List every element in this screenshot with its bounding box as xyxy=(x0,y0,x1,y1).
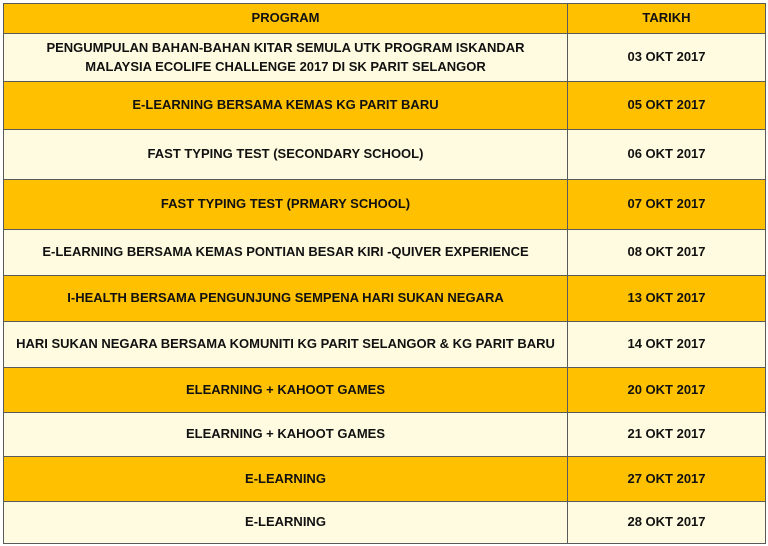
program-text-line2: MALAYSIA ECOLIFE CHALLENGE 2017 DI SK PARIT SELANGOR xyxy=(85,58,486,74)
date-cell: 06 OKT 2017 xyxy=(568,130,766,180)
table-row xyxy=(4,502,766,544)
program-cell: I-HEALTH BERSAMA PENGUNJUNG SEMPENA HARI SUKAN NEGARA xyxy=(4,276,568,322)
table-row xyxy=(4,276,766,322)
table-row xyxy=(4,413,766,457)
program-cell: ELEARNING + KAHOOT GAMES xyxy=(4,413,568,457)
date-cell: 21 OKT 2017 xyxy=(568,413,766,457)
date-cell: 14 OKT 2017 xyxy=(568,322,766,368)
program-cell: ELEARNING + KAHOOT GAMES xyxy=(4,368,568,413)
table-row xyxy=(4,322,766,368)
program-cell: HARI SUKAN NEGARA BERSAMA KOMUNITI KG PARIT SELANGOR & KG PARIT BARU xyxy=(4,322,568,368)
date-cell: 20 OKT 2017 xyxy=(568,368,766,413)
date-cell: 08 OKT 2017 xyxy=(568,230,766,276)
table-row xyxy=(4,130,766,180)
program-cell: E-LEARNING BERSAMA KEMAS PONTIAN BESAR KIRI -QUIVER EXPERIENCE xyxy=(4,230,568,276)
table-row xyxy=(4,34,766,82)
program-cell: E-LEARNING xyxy=(4,457,568,502)
program-cell: FAST TYPING TEST (PRMARY SCHOOL) xyxy=(4,180,568,230)
date-cell: 05 OKT 2017 xyxy=(568,82,766,130)
program-cell: E-LEARNING xyxy=(4,502,568,544)
header-program: PROGRAM xyxy=(4,4,568,34)
date-cell: 07 OKT 2017 xyxy=(568,180,766,230)
program-cell: E-LEARNING BERSAMA KEMAS KG PARIT BARU xyxy=(4,82,568,130)
date-cell: 28 OKT 2017 xyxy=(568,502,766,544)
table-row xyxy=(4,368,766,413)
program-text-line1: PENGUMPULAN BAHAN-BAHAN KITAR SEMULA UTK PROGRAM ISKANDAR xyxy=(46,39,525,55)
program-cell xyxy=(4,34,568,82)
date-cell: 27 OKT 2017 xyxy=(568,457,766,502)
table-row xyxy=(4,230,766,276)
date-cell: 13 OKT 2017 xyxy=(568,276,766,322)
table-header-row xyxy=(4,4,766,34)
table-row xyxy=(4,82,766,130)
table-row xyxy=(4,180,766,230)
program-cell: FAST TYPING TEST (SECONDARY SCHOOL) xyxy=(4,130,568,180)
date-cell: 03 OKT 2017 xyxy=(568,34,766,82)
header-tarikh: TARIKH xyxy=(568,4,766,34)
table-row xyxy=(4,457,766,502)
program-schedule-table xyxy=(3,3,766,544)
